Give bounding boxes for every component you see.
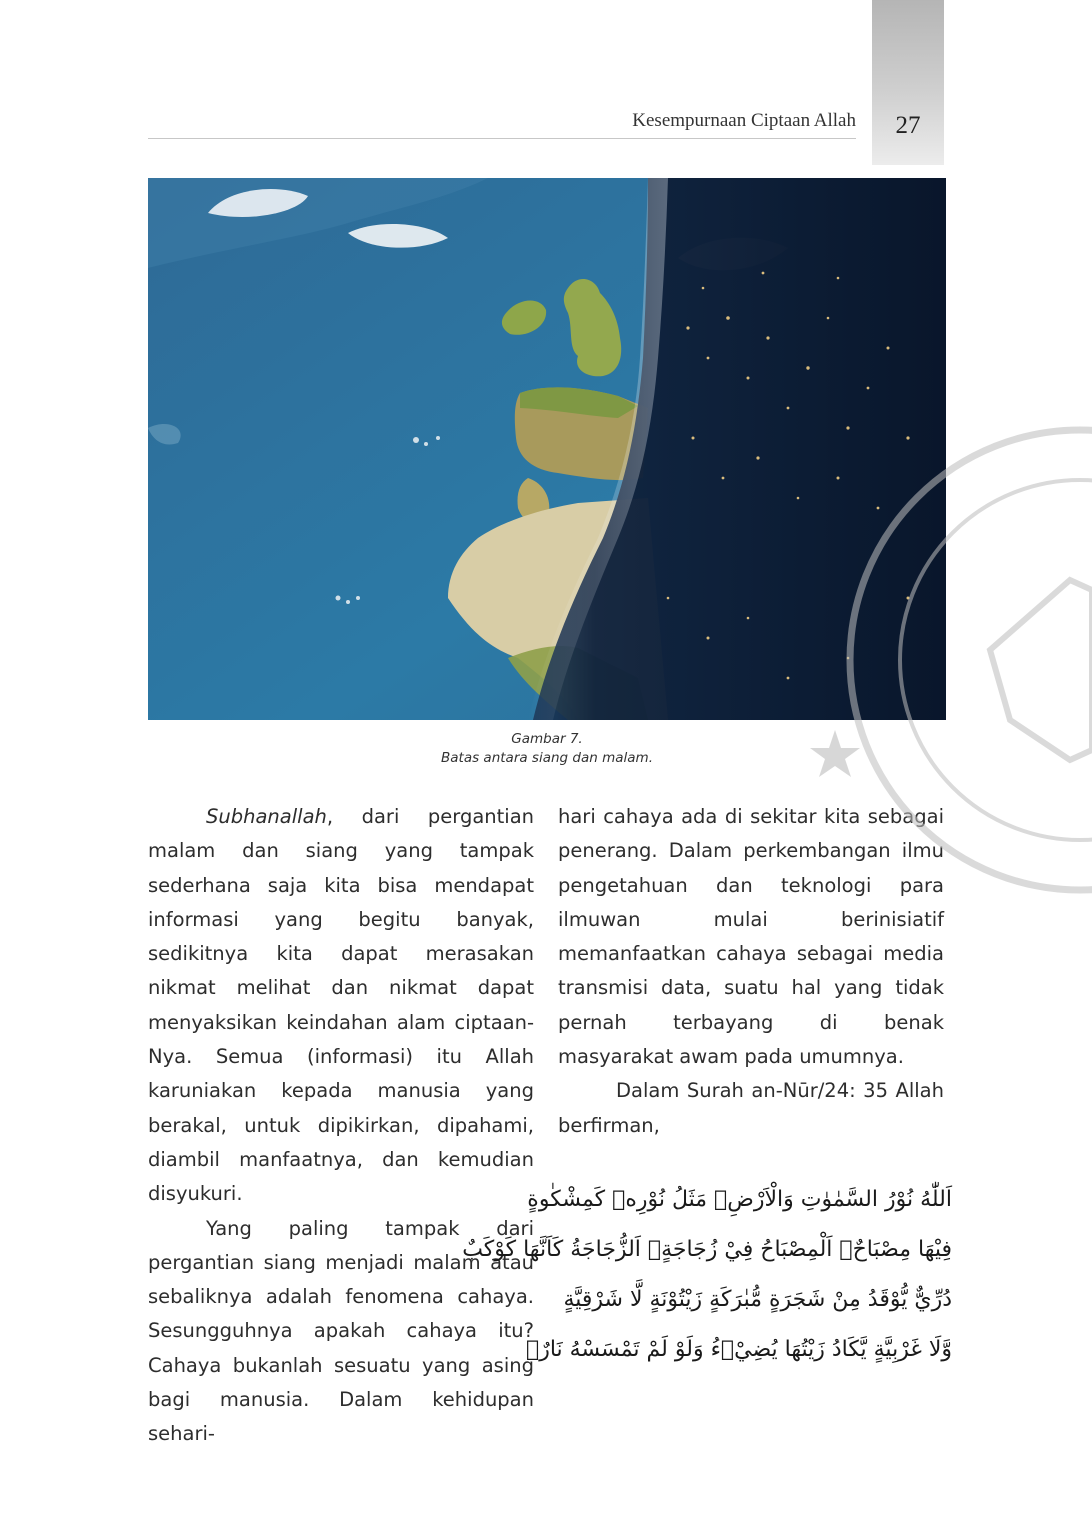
left-paragraph-2: Yang paling tampak dari pergantian siang menjadi malam atau sebaliknya adalah fenomena cahaya. Sesungguhnya apakah cahaya itu? Cahaya bukanlah sesuatu yang asing bagi manusia. Dalam kehidupan sehari-	[148, 1216, 534, 1446]
quran-verse-line: وَّلَا غَرْبِيَّةٍ يَّكَادُ زَيْتُهَا يُضِيْۤءُ وَلَوْ لَمْ تَمْسَسْهُ نَارٌۗ	[526, 1337, 952, 1362]
page-number: 27	[895, 112, 921, 139]
running-header-title: Kesempurnaan Ciptaan Allah	[632, 110, 856, 131]
figure-caption-text: Batas antara siang dan malam.	[441, 750, 653, 766]
right-paragraph-2: Dalam Surah an-Nūr/24: 35 Allah berfirman,	[558, 1079, 944, 1137]
header-rule	[148, 138, 856, 139]
figure-caption	[148, 730, 946, 768]
quran-verse-line: اَللّٰهُ نُوْرُ السَّمٰوٰتِ وَالْاَرْضِۗ مَثَلُ نُوْرِهٖ كَمِشْكٰوةٍ	[527, 1187, 952, 1212]
subhanallah-italic: Subhanallah	[206, 805, 327, 828]
quran-verse-line: فِيْهَا مِصْبَاحٌۗ اَلْمِصْبَاحُ فِيْ زُجَاجَةٍۗ اَلزُّجَاجَةُ كَاَنَّهَا كَوْكَبٌ	[462, 1237, 952, 1262]
figure-photo-day-night-boundary	[148, 178, 946, 720]
right-text-column	[558, 800, 944, 1143]
right-paragraph-1: hari cahaya ada di sekitar kita sebagai penerang. Dalam perkembangan ilmu pengetahuan dan teknologi para ilmuwan mulai berinisiatif memanfaatkan cahaya sebagai media transmisi data, suatu hal yang tidak pernah terbayang di benak masyarakat awam pada umumnya.	[558, 805, 944, 1069]
left-paragraph-1	[148, 800, 534, 1212]
left-text-column	[148, 800, 534, 1452]
page-corner-tab	[872, 0, 944, 165]
quran-verse-block	[462, 1175, 952, 1375]
quran-verse-line: دُرِّيٌّ يُّوْقَدُ مِنْ شَجَرَةٍ مُّبٰرَكَةٍ زَيْتُوْنَةٍ لَّا شَرْقِيَّةٍ	[563, 1287, 952, 1312]
figure-label: Gambar 7.	[511, 731, 583, 747]
left-paragraph-1-text: , dari pergantian malam dan siang yang tampak sederhana saja kita bisa mendapat informasi yang begitu banyak, sedikitnya kita dapat merasakan nikmat melihat dan nikmat dapat menyaksikan keindahan alam ciptaan-Nya. Semua (informasi) itu Allah karuniakan kepada manusia yang berakal, untuk dipikirkan, dipahami, diambil manfaatnya, dan kemudian disyukuri.	[148, 805, 534, 1206]
